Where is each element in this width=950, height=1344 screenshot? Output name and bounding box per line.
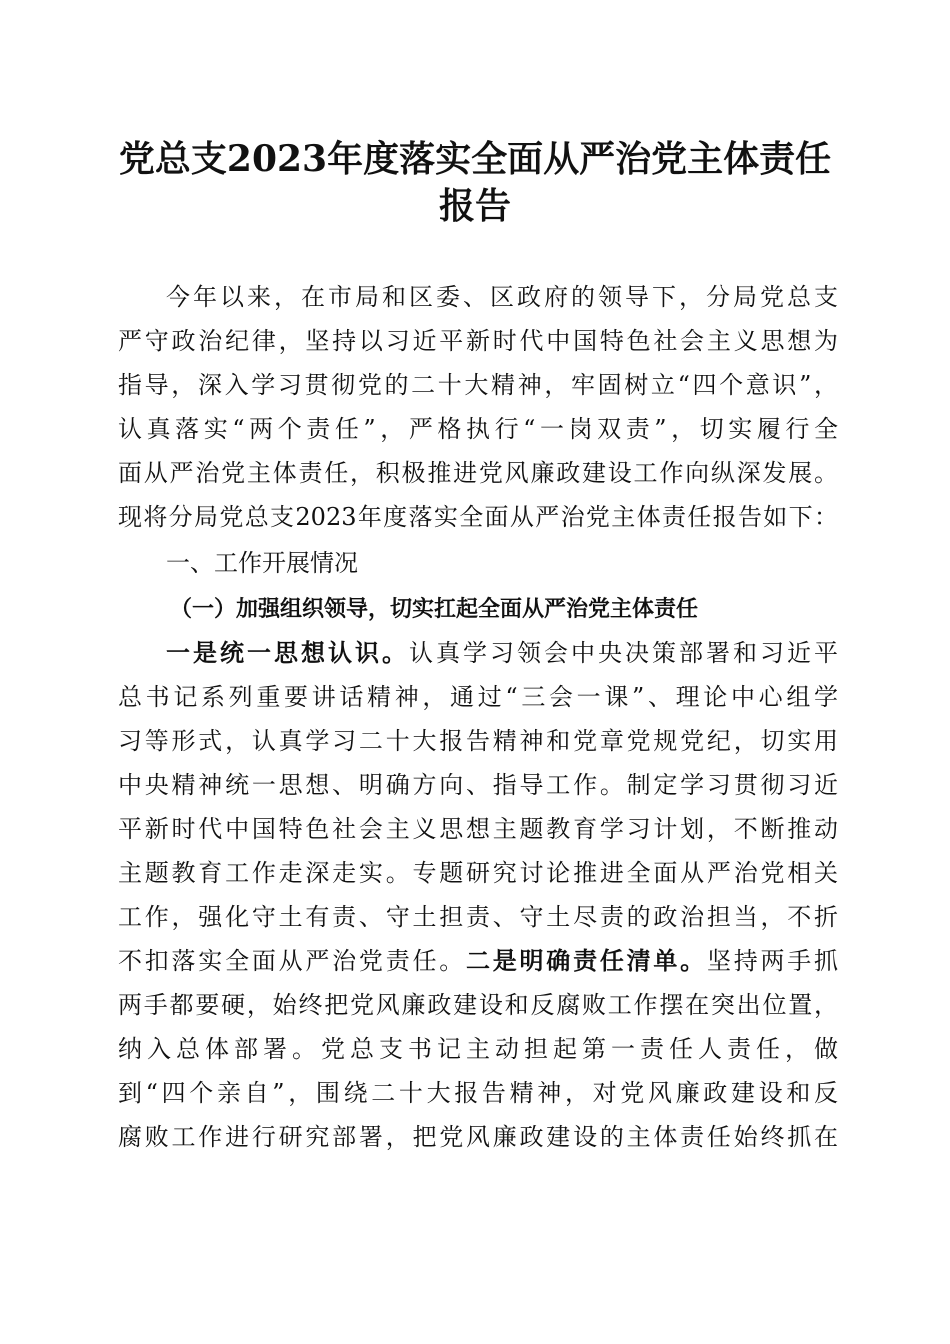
body-line: 两手都要硬，始终把党风廉政建设和反腐败工作摆在突出位置， — [118, 991, 838, 1019]
body-line — [118, 941, 838, 981]
body-line: 纳入总体部署。党总支书记主动担起第一责任人责任，做 — [118, 1035, 838, 1063]
document-title-line-2: 报告 — [438, 185, 511, 227]
document-title-line-1: 党总支2023年度落实全面从严治党主体责任 — [118, 138, 832, 180]
body-line: 中央精神统一思想、明确方向、指导工作。制定学习贯彻习近 — [118, 771, 838, 799]
body-text: 认真学习领会中央决策部署和习近平 — [409, 639, 838, 667]
body-line: 平新时代中国特色社会主义思想主题教育学习计划，不断推动 — [118, 815, 838, 843]
body-lead-text: 二是明确责任清单。 — [466, 946, 707, 975]
body-lead-text: 一是统一思想认识。 — [166, 638, 409, 667]
body-text: 坚持两手抓 — [706, 947, 839, 975]
body-line: 习等形式，认真学习二十大报告精神和党章党规党纪，切实用 — [118, 727, 838, 755]
intro-line: 现将分局党总支2023年度落实全面从严治党主体责任报告如下： — [118, 503, 838, 531]
body-line: 到“四个亲自”，围绕二十大报告精神，对党风廉政建设和反 — [118, 1079, 838, 1107]
body-line: 工作，强化守土有责、守土担责、守土尽责的政治担当，不折 — [118, 903, 838, 931]
body-line: 腐败工作进行研究部署，把党风廉政建设的主体责任始终抓在 — [118, 1123, 838, 1151]
body-line: 主题教育工作走深走实。专题研究讨论推进全面从严治党相关 — [118, 859, 838, 887]
subsection-heading: （一）加强组织领导，切实扛起全面从严治党主体责任 — [170, 596, 699, 622]
body-text: 不扣落实全面从严治党责任。 — [118, 947, 466, 975]
intro-line: 指导，深入学习贯彻党的二十大精神，牢固树立“四个意识”， — [118, 371, 838, 399]
intro-line: 面从严治党主体责任，积极推进党风廉政建设工作向纵深发展。 — [118, 459, 838, 487]
body-line — [166, 633, 838, 673]
intro-line: 严守政治纪律，坚持以习近平新时代中国特色社会主义思想为 — [118, 327, 838, 355]
body-line: 总书记系列重要讲话精神，通过“三会一课”、理论中心组学 — [118, 683, 838, 711]
intro-line: 今年以来，在市局和区委、区政府的领导下，分局党总支 — [166, 283, 838, 311]
section-heading: 一、工作开展情况 — [166, 549, 358, 577]
intro-line: 认真落实“两个责任”，严格执行“一岗双责”，切实履行全 — [118, 415, 838, 443]
